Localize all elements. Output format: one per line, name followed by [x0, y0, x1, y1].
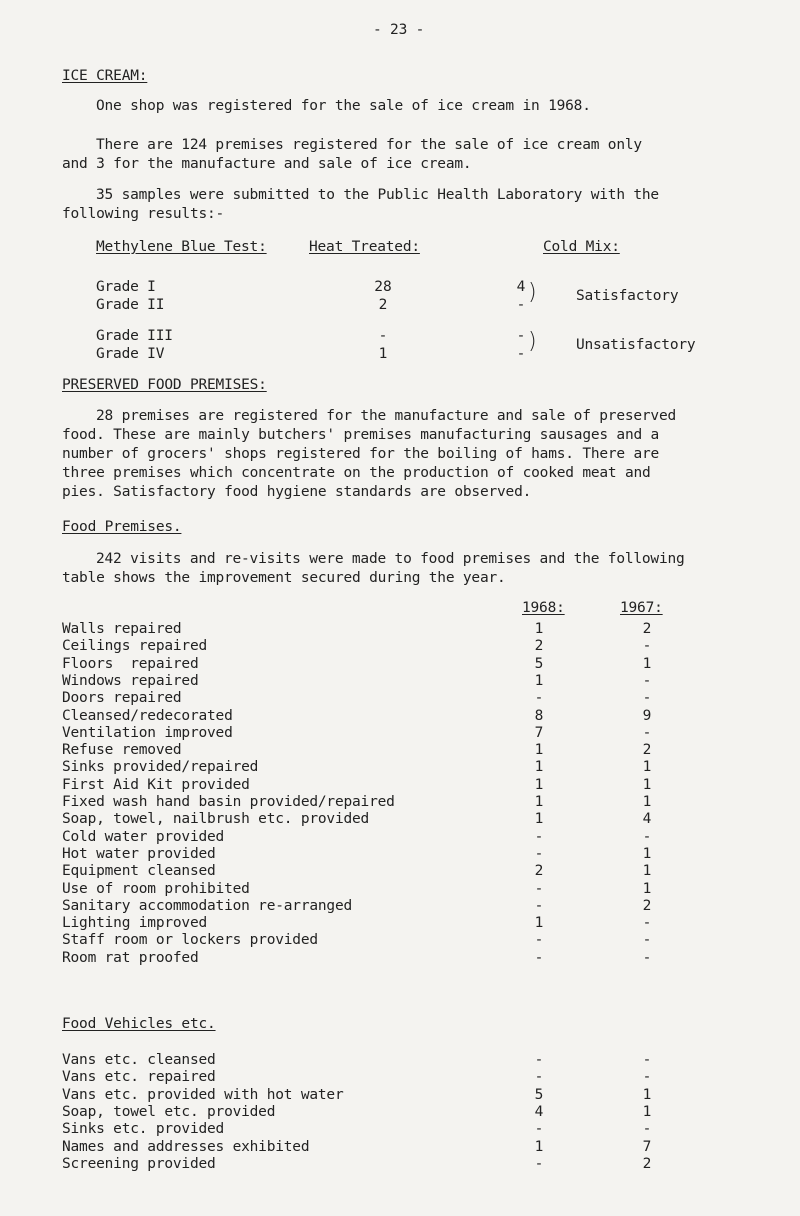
table-row-value-1968: 5	[534, 1086, 544, 1103]
table-row-value-1968: 1	[534, 672, 544, 689]
table-row-value-1968: -	[534, 828, 544, 845]
grade-label: Grade II	[96, 297, 165, 313]
table-row-label: First Aid Kit provided	[62, 776, 250, 793]
table-row-value-1967: 1	[642, 759, 652, 776]
table-row-value-1967: 4	[642, 811, 652, 828]
ice-cream-paragraph-3-line-2: following results:-	[62, 206, 225, 222]
preserved-paragraph-line: food. These are mainly butchers' premises manufacturing sausages and a	[62, 427, 660, 443]
preserved-paragraph-line: number of grocers' shops registered for the boiling of hams. There are	[62, 446, 660, 462]
preserved-paragraph-line: three premises which concentrate on the production of cooked meat and	[62, 465, 651, 481]
table-row-value-1968: 8	[534, 707, 544, 724]
food-premises-intro-line-1: 242 visits and re-visits were made to food premises and the following	[96, 551, 685, 567]
grade-heat-value: 28	[374, 279, 392, 295]
table-row-label: Vans etc. cleansed	[62, 1052, 216, 1068]
table-row-label: Staff room or lockers provided	[62, 932, 318, 949]
table-row-value-1968: 2	[534, 638, 544, 655]
table-row-value-1968: 1	[534, 811, 544, 828]
methylene-blue-column-heading: Methylene Blue Test:	[96, 239, 267, 255]
table-row-label: Cold water provided	[62, 828, 225, 845]
table-row-value-1968: 7	[534, 724, 544, 741]
table-row-value-1967: -	[642, 672, 652, 689]
table-row-value-1968: 1	[534, 621, 544, 637]
grade-label: Grade III	[96, 328, 173, 344]
table-row-value-1968: -	[534, 897, 544, 914]
table-row-label: Sinks provided/repaired	[62, 759, 259, 776]
table-row-value-1968: -	[534, 845, 544, 862]
grade-cold-value: -	[516, 346, 526, 362]
preserved-paragraph-line: 28 premises are registered for the manufacture and sale of preserved	[96, 408, 677, 424]
ice-cream-heading: ICE CREAM:	[62, 68, 148, 84]
ice-cream-paragraph-2-line-1: There are 124 premises registered for the sale of ice cream only	[96, 137, 642, 153]
satisfactory-brace: )	[528, 280, 537, 305]
table-row-value-1967: 2	[642, 621, 652, 637]
table-row-label: Ventilation improved	[62, 724, 233, 741]
table-row-label: Screening provided	[62, 1155, 216, 1172]
ice-cream-paragraph-3-line-1: 35 samples were submitted to the Public Health Laboratory with the	[96, 187, 659, 203]
table-row-label: Floors repaired	[62, 655, 199, 672]
grade-label: Grade I	[96, 279, 156, 295]
table-row-label: Room rat proofed	[62, 949, 199, 966]
table-row-value-1968: 1	[534, 742, 544, 759]
table-row-value-1967: -	[642, 690, 652, 707]
table-row-value-1967: 1	[642, 863, 652, 880]
year-1968-heading: 1968:	[522, 600, 565, 616]
table-row-value-1967: -	[642, 932, 652, 949]
table-row-label: Soap, towel, nailbrush etc. provided	[62, 811, 370, 828]
table-row-value-1967: -	[642, 828, 652, 845]
food-vehicles-heading: Food Vehicles etc.	[62, 1016, 216, 1032]
table-row-value-1967: -	[642, 915, 652, 932]
table-row-label: Cleansed/redecorated	[62, 707, 233, 724]
table-row-label: Soap, towel etc. provided	[62, 1103, 276, 1120]
table-row-value-1967: 2	[642, 1155, 652, 1172]
table-row-value-1968: -	[534, 1052, 544, 1068]
preserved-paragraph-line: pies. Satisfactory food hygiene standards are observed.	[62, 484, 532, 500]
table-row-value-1968: 1	[534, 759, 544, 776]
table-row-label: Sinks etc. provided	[62, 1121, 225, 1138]
table-row-value-1967: -	[642, 724, 652, 741]
satisfactory-label: Satisfactory	[576, 288, 679, 304]
table-row-value-1967: 1	[642, 880, 652, 897]
table-row-value-1967: 1	[642, 845, 652, 862]
table-row-value-1968: 2	[534, 863, 544, 880]
table-row-value-1967: 9	[642, 707, 652, 724]
table-row-label: Sanitary accommodation re-arranged	[62, 897, 353, 914]
cold-mix-column-heading: Cold Mix:	[543, 239, 620, 255]
table-row-value-1968: -	[534, 880, 544, 897]
table-row-label: Use of room prohibited	[62, 880, 250, 897]
year-1967-heading: 1967:	[620, 600, 663, 616]
unsatisfactory-brace: )	[528, 329, 537, 354]
grade-heat-value: 1	[378, 346, 388, 362]
table-row-value-1967: 7	[642, 1138, 652, 1155]
table-row-value-1968: 1	[534, 794, 544, 810]
table-row-label: Vans etc. provided with hot water	[62, 1086, 344, 1103]
table-row-value-1967: 1	[642, 655, 652, 672]
grade-cold-value: 4	[516, 279, 526, 295]
table-row-value-1968: 1	[534, 776, 544, 793]
table-row-value-1967: -	[642, 1069, 652, 1086]
table-row-value-1968: 5	[534, 655, 544, 672]
table-row-value-1968: 4	[534, 1103, 544, 1120]
table-row-value-1968: -	[534, 690, 544, 707]
table-row-value-1968: -	[534, 1069, 544, 1086]
table-row-label: Windows repaired	[62, 672, 199, 689]
table-row-label: Refuse removed	[62, 742, 182, 759]
table-row-label: Names and addresses exhibited	[62, 1138, 310, 1155]
table-row-value-1967: 2	[642, 742, 652, 759]
food-premises-intro-line-2: table shows the improvement secured during the year.	[62, 570, 506, 586]
unsatisfactory-label: Unsatisfactory	[576, 337, 696, 353]
table-row-label: Walls repaired	[62, 621, 182, 637]
table-row-value-1968: -	[534, 1121, 544, 1138]
table-row-value-1967: -	[642, 1121, 652, 1138]
table-row-value-1968: 1	[534, 915, 544, 932]
preserved-food-heading: PRESERVED FOOD PREMISES:	[62, 377, 267, 393]
table-row-value-1967: 2	[642, 897, 652, 914]
table-row-value-1967: 1	[642, 776, 652, 793]
table-row-label: Ceilings repaired	[62, 638, 208, 655]
grade-heat-value: 2	[378, 297, 388, 313]
table-row-value-1967: 1	[642, 1103, 652, 1120]
table-row-value-1967: -	[642, 638, 652, 655]
table-row-value-1968: 1	[534, 1138, 544, 1155]
table-row-label: Lighting improved	[62, 915, 208, 932]
table-row-value-1968: -	[534, 932, 544, 949]
grade-heat-value: -	[378, 328, 388, 344]
food-premises-heading: Food Premises.	[62, 519, 182, 535]
table-row-value-1968: -	[534, 949, 544, 966]
table-row-value-1967: -	[642, 949, 652, 966]
table-row-value-1967: 1	[642, 794, 652, 810]
page-number: - 23 -	[373, 22, 425, 38]
heat-treated-column-heading: Heat Treated:	[309, 239, 420, 255]
table-row-value-1968: -	[534, 1155, 544, 1172]
table-row-label: Doors repaired	[62, 690, 182, 707]
grade-cold-value: -	[516, 328, 526, 344]
table-row-label: Hot water provided	[62, 845, 216, 862]
table-row-label: Vans etc. repaired	[62, 1069, 216, 1086]
ice-cream-paragraph-2-line-2: and 3 for the manufacture and sale of ice cream.	[62, 156, 472, 172]
table-row-value-1967: 1	[642, 1086, 652, 1103]
table-row-value-1967: -	[642, 1052, 652, 1068]
table-row-label: Equipment cleansed	[62, 863, 216, 880]
table-row-label: Fixed wash hand basin provided/repaired	[62, 794, 395, 810]
ice-cream-paragraph-1: One shop was registered for the sale of ice cream in 1968.	[96, 98, 591, 114]
grade-label: Grade IV	[96, 346, 165, 362]
grade-cold-value: -	[516, 297, 526, 313]
